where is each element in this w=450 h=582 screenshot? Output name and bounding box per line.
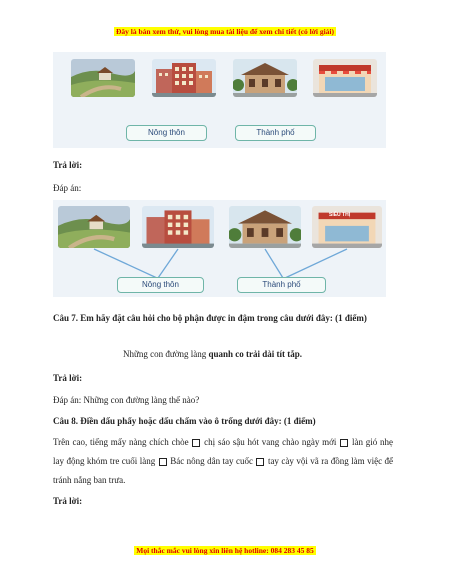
city-building-picture [152, 59, 216, 97]
passage-part: Bác nông dân tay cuốc [170, 456, 253, 466]
question-8-title: Câu 8. Điền dấu phẩy hoặc dấu chấm vào ô trống dưới đây: (1 điểm) [53, 416, 316, 426]
passage-part: chị sáo sậu hót vang chào ngày mới [204, 437, 337, 447]
matching-lines [53, 200, 386, 297]
match-line-building [158, 249, 178, 278]
match-line-village [94, 249, 157, 278]
match-line-supermarket [285, 249, 347, 278]
label-city: Thành phố [237, 277, 326, 293]
preview-notice: Đây là bản xem thử, vui lòng mua tài liệu để xem chi tiết (có lời giải) [115, 27, 335, 36]
matching-exercise-figure [53, 52, 386, 148]
passage-part: Trên cao, tiếng mấy nàng chích chòe [53, 437, 189, 447]
question-7-answer: Đáp án: Những con đường làng thế nào? [53, 395, 200, 405]
blank-box[interactable] [256, 458, 264, 466]
label-countryside: Nông thôn [126, 125, 207, 141]
label-city: Thành phố [235, 125, 316, 141]
blank-box[interactable] [159, 458, 167, 466]
question-7-title: Câu 7. Em hãy đặt câu hỏi cho bộ phận được in đậm trong câu dưới đây: (1 điểm) [53, 313, 367, 323]
label-countryside: Nông thôn [117, 277, 204, 293]
question-8-answer-heading: Trả lời: [53, 496, 83, 506]
blank-box[interactable] [192, 439, 200, 447]
matching-answer-figure [53, 200, 386, 297]
hotline-notice: Mọi thắc mắc vui lòng xin liên hệ hotline: 084 283 45 85 [136, 546, 314, 555]
passage-part: tay cày vội vã ra đồng làm việc để tránh nắng ban trưa. [53, 456, 394, 485]
sentence-bold: quanh co trải dài tít tắp. [208, 349, 303, 359]
blank-box[interactable] [340, 439, 348, 447]
supermarket-picture [313, 59, 377, 97]
answer-heading: Trả lời: [53, 160, 83, 170]
question-7-answer-heading: Trả lời: [53, 373, 83, 383]
sentence-plain: Những con đường làng [123, 349, 209, 359]
answer-prefix: Đáp án: [53, 183, 82, 193]
match-line-house [265, 249, 283, 278]
passage-part: làn gió nhẹ lay động khóm tre cuối làng [53, 437, 394, 466]
shop-sign: SIÊU THỊ [329, 212, 351, 218]
question-7-sentence [123, 348, 383, 361]
house-picture [233, 59, 297, 97]
village-picture [71, 59, 135, 97]
question-8-passage [53, 433, 393, 490]
